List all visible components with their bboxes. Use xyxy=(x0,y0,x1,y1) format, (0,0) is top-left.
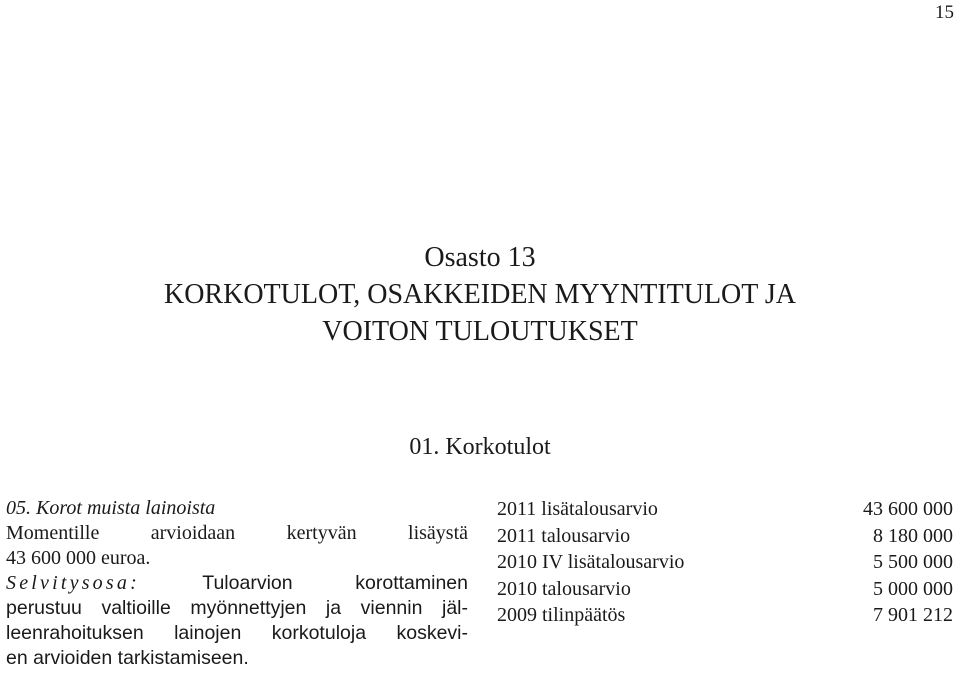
explanation-line: leenrahoituksen lainojen korkotuloja koskevi- xyxy=(6,622,468,644)
budget-row xyxy=(497,576,953,603)
budget-label: 2009 tilinpäätös xyxy=(497,604,626,626)
explanation-first-line xyxy=(6,571,468,596)
item-body-line: 43 600 000 euroa. xyxy=(6,547,151,569)
item-heading: 05. Korot muista lainoista xyxy=(6,497,216,519)
explanation xyxy=(6,571,468,671)
explanation-first-text: Tuloarvion korottaminen xyxy=(139,572,468,594)
explanation-line: perustuu valtioille myönnettyjen ja viennin jäl- xyxy=(6,597,468,619)
item-body xyxy=(6,521,468,571)
budget-amount: 8 180 000 xyxy=(873,524,953,547)
budget-label: 2010 talousarvio xyxy=(497,577,631,600)
chapter-title: Osasto 13 xyxy=(424,242,536,273)
explanation-label: Selvitysosa: xyxy=(6,572,140,594)
budget-amount: 43 600 000 xyxy=(863,498,953,520)
explanation-line: en arvioiden tarkistamiseen. xyxy=(6,647,249,669)
budget-label: 2011 lisätalousarvio xyxy=(497,498,658,520)
budget-label: 2010 IV lisätalousarvio xyxy=(497,551,685,573)
budget-label: 2011 talousarvio xyxy=(497,524,631,547)
item-description xyxy=(6,496,468,671)
budget-row xyxy=(497,523,953,550)
page-number: 15 xyxy=(935,2,954,23)
budget-amount: 7 901 212 xyxy=(873,604,953,626)
budget-row xyxy=(497,549,953,576)
main-title-line-2: VOITON TULOUTUKSET xyxy=(322,316,638,347)
budget-row xyxy=(497,496,953,523)
budget-row xyxy=(497,602,953,629)
budget-amount: 5 500 000 xyxy=(873,551,953,573)
main-title-line-1: KORKOTULOT, OSAKKEIDEN MYYNTITULOT JA xyxy=(163,279,796,310)
item-body-line: Momentille arvioidaan kertyvän lisäystä xyxy=(6,522,468,544)
budget-table xyxy=(497,496,953,629)
title-block xyxy=(0,240,960,350)
budget-amount: 5 000 000 xyxy=(873,577,953,600)
section-title: 01. Korkotulot xyxy=(409,434,551,460)
